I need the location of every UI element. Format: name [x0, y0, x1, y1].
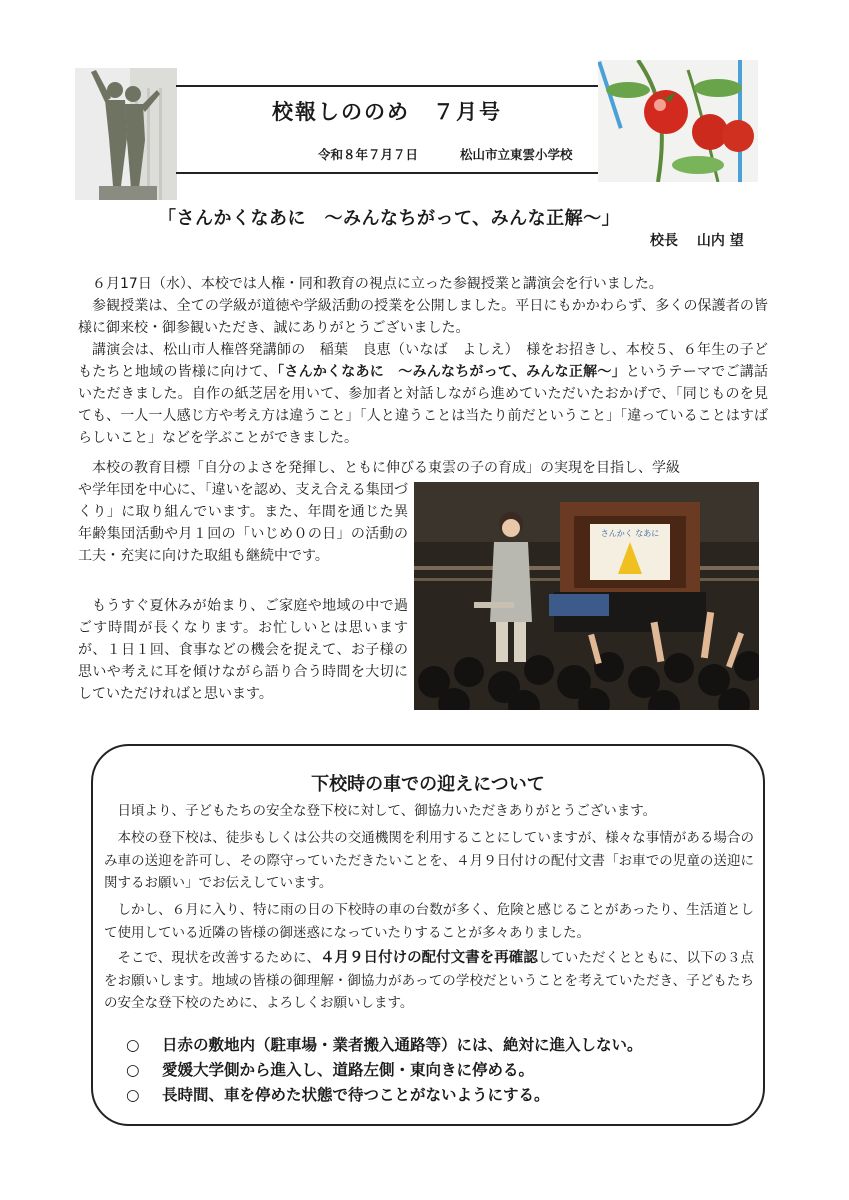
- notice-paragraph-4-text-a: そこで、現状を改善するために、: [117, 950, 320, 966]
- article-paragraph-5: もうすぐ夏休みが始まり、ご家庭や地域の中で過ごす時間が長くなります。お忙しいとは思いますが、１日１回、食事などの機会を捉えて、お子様の思いや考えに耳を傾けながら語り合う時間を大切にしていただければと思います。: [78, 598, 408, 702]
- paragraph-3-text-c: というテーマでご講話いただきました。自作の紙芝居を用いて、参加者と対話しながら進めていただいたおかげで、「同じものを見ても、一人一人感じ方や考え方は違うこと」「人と違うことは当たり前だということ」「違っていることはすばらしいこと」などを学ぶことができました。: [78, 364, 768, 446]
- article-paragraph-4-lead: 本校の教育目標「自分のよさを発揮し、ともに伸びる東雲の子の育成」の実現を目指し、学級: [92, 460, 680, 476]
- notice-bullet-2: [126, 1058, 534, 1080]
- article-paragraph-1: ６月17日（水）、本校では人権・同和教育の視点に立った参観授業と講演会を行いました。: [92, 276, 663, 292]
- issue-date: 令和８年７月７日: [318, 147, 419, 162]
- bullet-circle-icon: ○: [126, 1061, 140, 1079]
- notice-paragraph-4-text-c: していただくとともに、以下の３点をお願いします。地域の皆様の御理解・御協力があっての学校だということを考えていただき、子どもたちの安全な登下校のために、よろしくお願いします。: [104, 950, 755, 1011]
- reconfirm-emphasis: ４月９日付けの配付文書を再確認: [320, 950, 538, 966]
- newsletter-title: 校報しののめ ７月号: [272, 100, 502, 124]
- board-text: さんかく なあに: [600, 529, 660, 538]
- notice-paragraph-4: [104, 947, 754, 1015]
- article-paragraph-3: [78, 339, 768, 449]
- article-paragraph-4-body: や学年団を中心に、「違いを認め、支え合える集団づくり」に取り組んでいます。また、年間を通じた異年齢集団活動や月１回の「いじめ０の日」の活動の工夫・充実に向けた取組も継続中です。: [78, 482, 408, 564]
- article-title: 「さんかくなあに ～みんなちがって、みんな正解～」: [158, 208, 621, 229]
- lecture-title-emphasis: 「さんかくなあに ～みんなちがって、みんな正解～」: [277, 364, 626, 380]
- bullet-text: 長時間、車を停めた状態で待つことがないようにする。: [162, 1086, 550, 1104]
- notice-title: 下校時の車での迎えについて: [311, 774, 545, 795]
- bullet-text: 愛媛大学側から進入し、道路左側・東向きに停める。: [162, 1061, 535, 1079]
- article-author: 校長 山内 望: [650, 233, 744, 249]
- notice-paragraph-2: 本校の登下校は、徒歩もしくは公共の交通機関を利用することにしていますが、様々な事情がある場合のみ車の送迎を許可し、その際守っていただきたいことを、４月９日付けの配付文書「お車での児童の送迎に関するお願い」でお伝えしています。: [104, 830, 754, 891]
- notice-bullet-1: [126, 1033, 643, 1055]
- bullet-circle-icon: ○: [126, 1036, 140, 1054]
- notice-paragraph-1: 日頃より、子どもたちの安全な登下校に対して、御協力いただきありがとうございます。: [117, 803, 657, 819]
- header-rule-top: [176, 85, 598, 87]
- school-name: 松山市立東雲小学校: [460, 147, 573, 162]
- article-paragraph-2: 参観授業は、全ての学級が道徳や学級活動の授業を公開しました。平日にもかかわらず、多くの保護者の皆様に御来校・御参観いただき、誠にありがとうございました。: [78, 298, 768, 336]
- tomato-photo: [598, 60, 758, 182]
- statue-photo: [75, 68, 177, 200]
- notice-paragraph-3: しかし、６月に入り、特に雨の日の下校時の車の台数が多く、危険と感じることがあったり、生活道として使用している近隣の皆様の御迷惑になっていたりすることが多々ありました。: [104, 902, 754, 941]
- paragraph-3-text-a: 講演会は、松山市人権啓発講師の 稲葉 良恵（いなば よしえ） 様をお招きし、本校５、６年生の子どもたちと地域の皆様に向けて、: [78, 342, 768, 380]
- header-rule-bottom: [176, 172, 598, 174]
- lecture-photo: [414, 482, 759, 710]
- notice-bullet-3: [126, 1083, 550, 1105]
- bullet-text: 日赤の敷地内（駐車場・業者搬入通路等）には、絶対に進入しない。: [162, 1036, 643, 1054]
- bullet-circle-icon: ○: [126, 1086, 140, 1104]
